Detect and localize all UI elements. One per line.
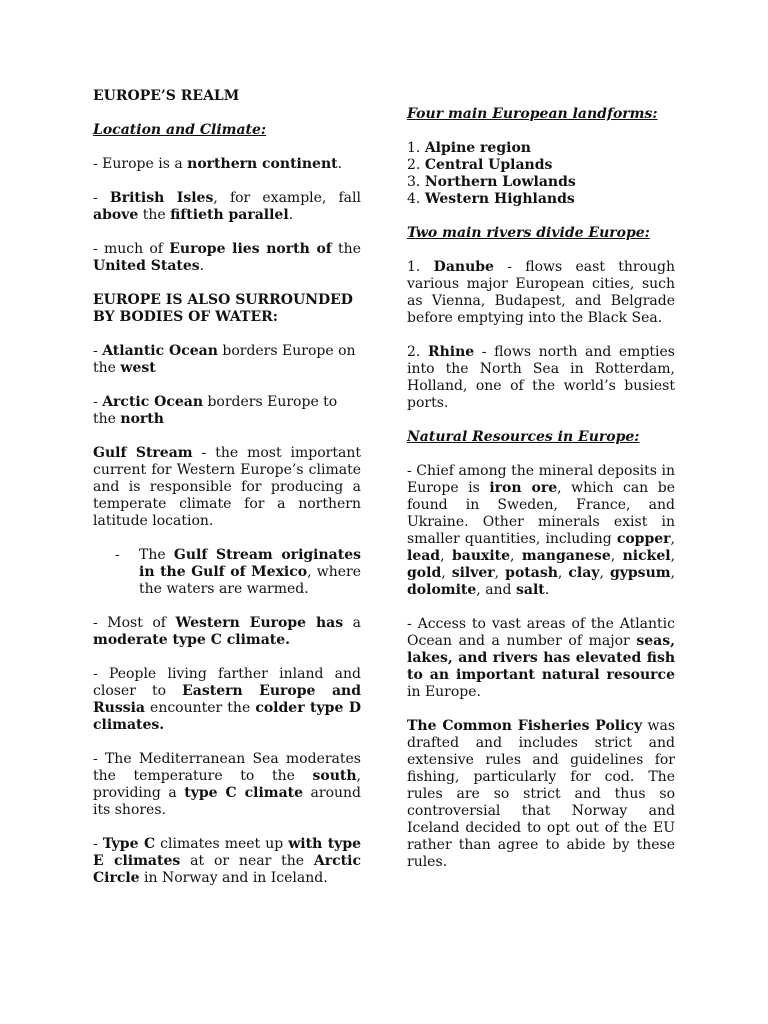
paragraph-northern-continent: - Europe is a northern continent.	[93, 156, 343, 172]
landforms-heading: Four main European landforms:	[407, 106, 658, 122]
paragraph-fisheries-policy: The Common Fisheries Policy was drafted and includes strict and extensive rules and guidelines for fishing, particularly for cod. The rules are so strict and thus so controversial that Norway and Iceland decided to opt out of the EU rather than agree to abide by these rules.	[407, 718, 676, 870]
list-item: 4. Western Highlands	[407, 191, 575, 207]
list-item: 1. Alpine region	[407, 140, 531, 156]
paragraph-rhine: 2. Rhine - flows north and empties into the North Sea in Rotterdam, Holland, one of the world’s busiest ports.	[407, 344, 675, 411]
paragraph-fish-resource: - Access to vast areas of the Atlantic Ocean and a number of major seas, lakes, and rivers has elevated fish to an important natural resource in Europe.	[407, 616, 675, 700]
landforms-list	[407, 140, 675, 208]
paragraph-gulf-stream: Gulf Stream - the most important current for Western Europe’s climate and is responsible for producing a temperate climate for a northern latitude location.	[93, 445, 361, 529]
page-title: EUROPE’S REALM	[93, 88, 240, 104]
paragraph-british-isles: - British Isles, for example, fall above the fiftieth parallel.	[93, 190, 361, 223]
resources-heading: Natural Resources in Europe:	[407, 429, 640, 445]
paragraph-atlantic-ocean: - Atlantic Ocean borders Europe on the west	[93, 343, 356, 376]
paragraph-danube: 1. Danube - flows east through various major European cities, such as Vienna, Budapest, and Belgrade before emptying into the Black Sea.	[407, 259, 676, 326]
paragraph-minerals: - Chief among the mineral deposits in Europe is iron ore, which can be found in Sweden, France, and Ukraine. Other minerals exist in smaller quantities, including copper, lead, bauxite, manganese, nickel, gold, silver, potash, clay, gypsum, dolomite, and salt.	[407, 463, 676, 598]
paragraph-type-c-type-e: - Type C climates meet up with type E climates at or near the Arctic Circle in Norway and in Iceland.	[93, 836, 362, 886]
left-column	[93, 88, 361, 904]
rivers-heading: Two main rivers divide Europe:	[407, 225, 650, 241]
bullet-dash: -	[115, 547, 120, 563]
paragraph-mediterranean: - The Mediterranean Sea moderates the temperature to the south, providing a type C climate around its shores.	[93, 751, 362, 818]
list-item: 2. Central Uplands	[407, 157, 553, 173]
bullet-gulf-stream-origin	[93, 547, 361, 598]
paragraph-eastern-europe-climate: - People living farther inland and closer to Eastern Europe and Russia encounter the colder type D climates.	[93, 666, 361, 733]
right-column	[407, 106, 675, 888]
surrounded-heading: EUROPE IS ALSO SURROUNDED BY BODIES OF WATER:	[93, 292, 353, 325]
list-item: 3. Northern Lowlands	[407, 174, 576, 190]
bullet-text: The Gulf Stream originates in the Gulf of Mexico, where the waters are warmed.	[139, 547, 361, 597]
paragraph-arctic-ocean: - Arctic Ocean borders Europe to the north	[93, 394, 338, 427]
paragraph-western-europe-climate: - Most of Western Europe has a moderate type C climate.	[93, 615, 362, 648]
location-heading: Location and Climate:	[93, 122, 267, 138]
paragraph-north-of-us: - much of Europe lies north of the United States.	[93, 241, 361, 274]
